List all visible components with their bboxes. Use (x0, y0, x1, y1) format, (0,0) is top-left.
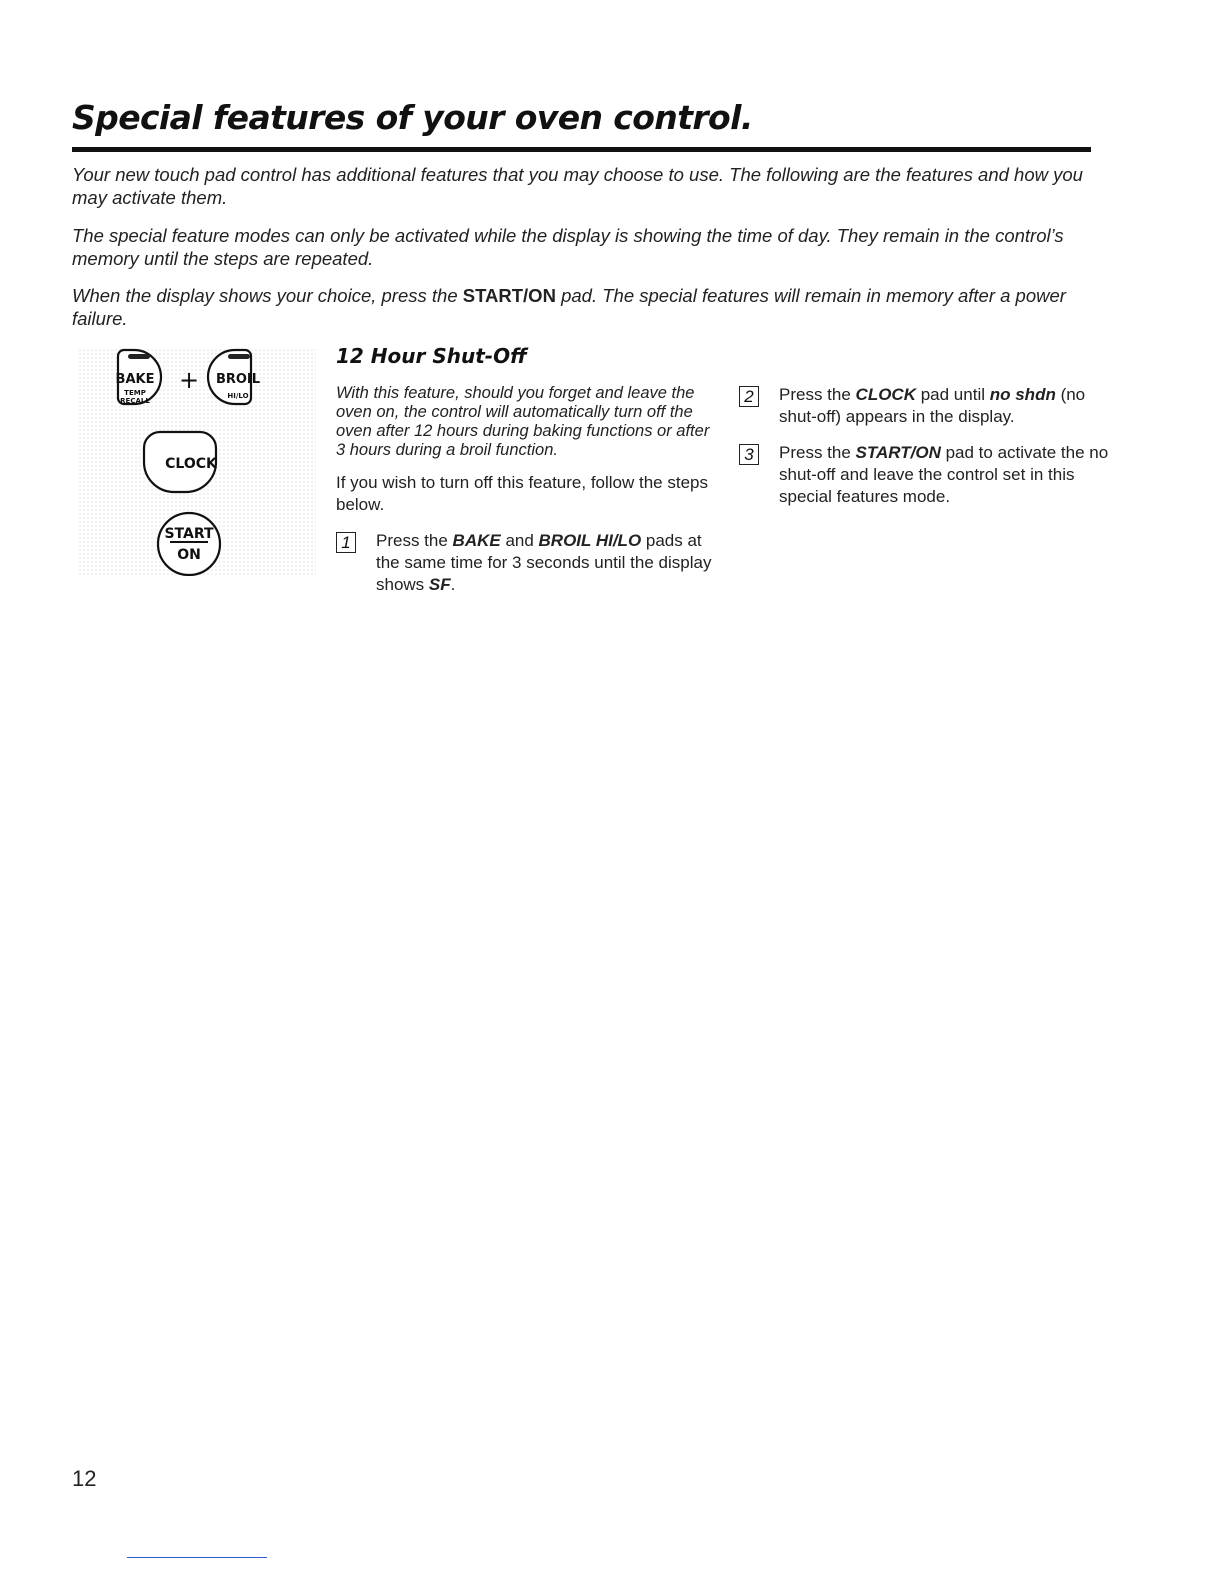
intro-paragraph-1: Your new touch pad control has additional features that you may choose to use. The following are the features and how you may activate them. (72, 164, 1083, 208)
bake-pad-icon (116, 350, 161, 405)
intro-paragraph-3: When the display shows your choice, press the START/ON pad. The special features will remain in memory after a power failure. (72, 285, 1066, 329)
section-heading: 12 Hour Shut-Off (336, 344, 527, 368)
section-column-right (739, 384, 1124, 508)
step-number-box: 2 (739, 386, 759, 407)
broil-pad-icon (208, 350, 260, 404)
svg-text:ON: ON (177, 547, 201, 563)
svg-text:TEMP: TEMP (124, 389, 146, 397)
page-number: 12 (72, 1466, 97, 1491)
section-lead-text: With this feature, should you forget and leave the oven on, the control will automatically turn off the oven after 12 hours during baking functions or after 3 hours during a broil function. (336, 384, 710, 459)
step-1: 1 Press the BAKE and BROIL HI/LO pads at the same time for 3 seconds until the display shows SF. (336, 530, 716, 596)
start-on-pad-icon (158, 513, 220, 575)
step-number-box: 3 (739, 444, 759, 465)
title-rule (72, 147, 1091, 152)
step-3: 3 Press the START/ON pad to activate the no shut-off and leave the control set in this special features mode. (739, 442, 1124, 508)
section-column-left (336, 384, 716, 596)
step-2: 2 Press the CLOCK pad until no shdn (no shut-off) appears in the display. (739, 384, 1124, 428)
clock-pad-icon (144, 432, 218, 492)
intro-paragraph-2: The special feature modes can only be activated while the display is showing the time of day. They remain in the control’s memory until the steps are repeated. (72, 225, 1064, 269)
page-title: Special features of your oven control. (72, 98, 753, 137)
plus-sign: + (178, 366, 200, 394)
svg-text:START: START (164, 526, 214, 542)
step-number-box: 1 (336, 532, 356, 553)
control-pad-illustration (78, 348, 316, 576)
svg-text:HI/LO: HI/LO (227, 392, 249, 400)
section-instruction-text: If you wish to turn off this feature, follow the steps below. (336, 473, 708, 514)
svg-text:RECALL: RECALL (120, 397, 150, 405)
footer-link-underline[interactable] (127, 1557, 267, 1558)
start-on-bold: START/ON (462, 285, 556, 306)
svg-text:BAKE: BAKE (115, 372, 155, 387)
svg-text:BROIL: BROIL (215, 372, 261, 387)
svg-text:CLOCK: CLOCK (165, 456, 217, 472)
